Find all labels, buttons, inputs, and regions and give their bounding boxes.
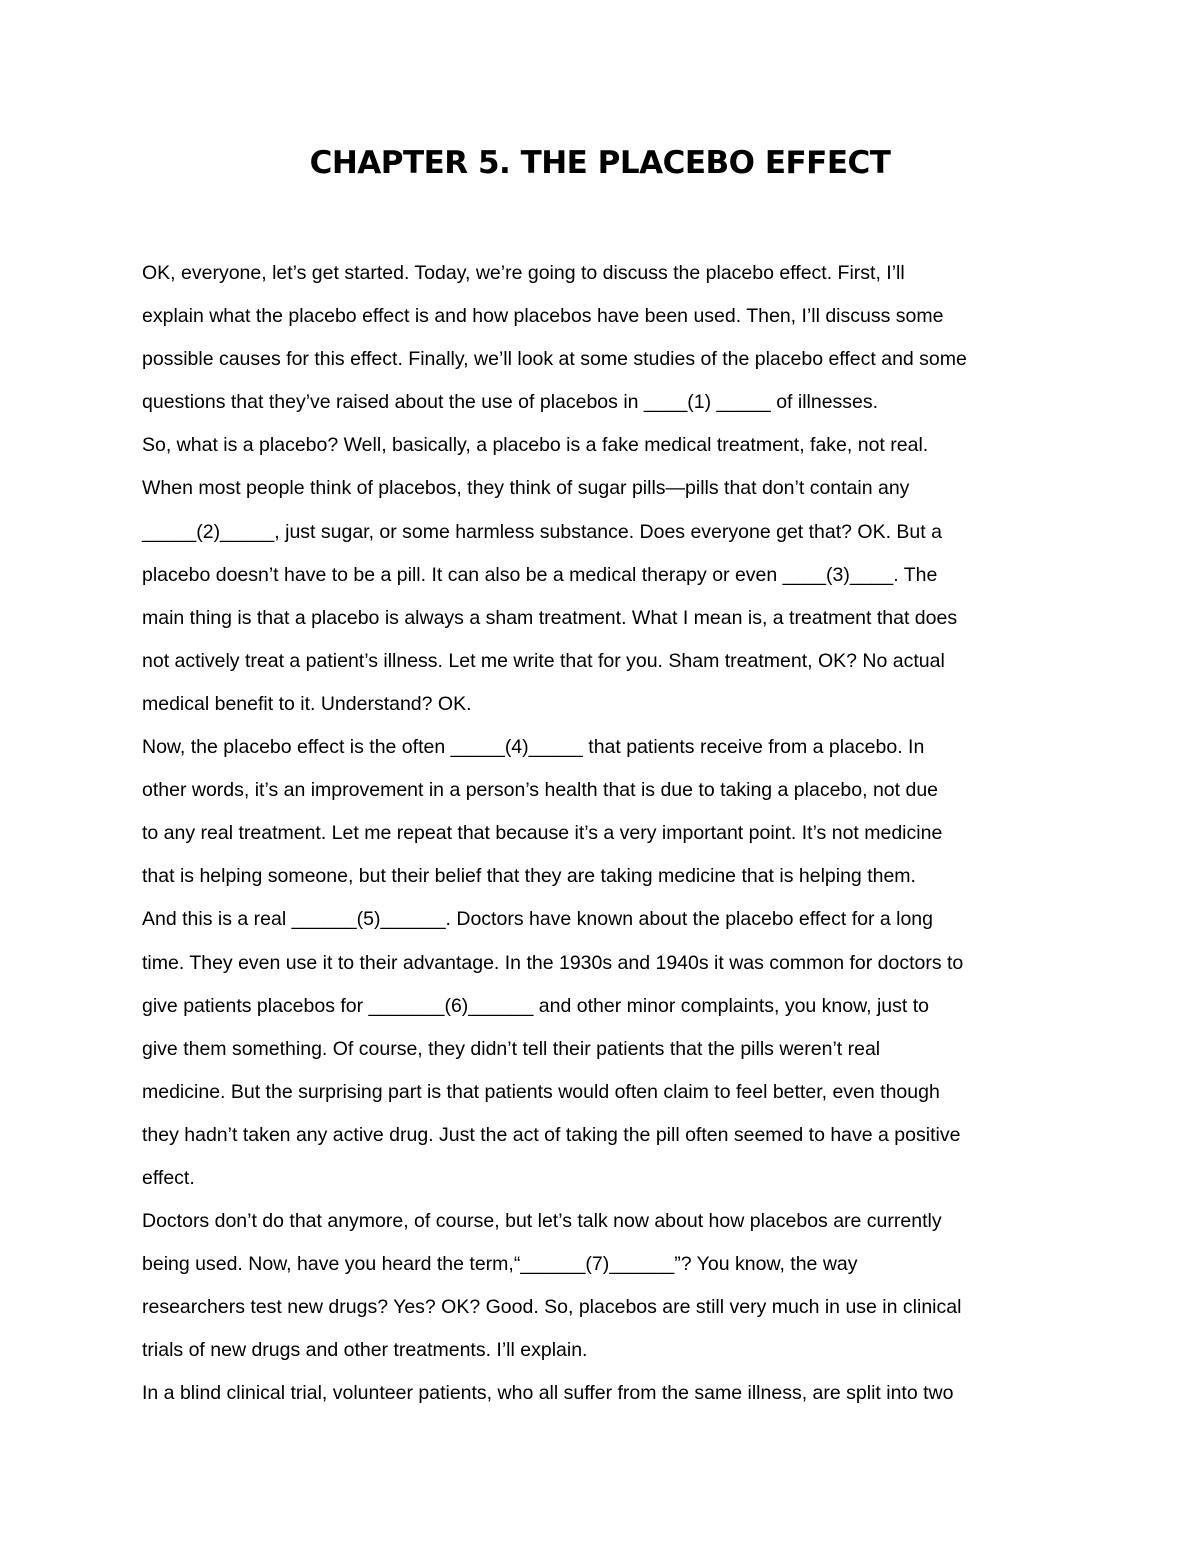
text-line: effect. <box>142 1166 195 1189</box>
text-line: that is helping someone, but their belief that they are taking medicine that is helping them. <box>142 865 916 888</box>
text-line: _____(2)_____, just sugar, or some harmless substance. Does everyone get that? OK. But a <box>142 520 942 543</box>
lecture-transcript <box>142 252 1072 1416</box>
text-line: And this is a real ______(5)______. Doctors have known about the placebo effect for a long <box>142 908 933 931</box>
text-line: other words, it’s an improvement in a person’s health that is due to taking a placebo, not due <box>142 779 939 802</box>
text-line: trials of new drugs and other treatments. I’ll explain. <box>142 1339 588 1362</box>
text-line: Doctors don’t do that anymore, of course, but let’s talk now about how placebos are currently <box>142 1210 942 1233</box>
text-line: When most people think of placebos, they think of sugar pills—pills that don’t contain any <box>142 477 910 500</box>
text-line: In a blind clinical trial, volunteer patients, who all suffer from the same illness, are split into two <box>142 1382 954 1405</box>
text-line: medicine. But the surprising part is that patients would often claim to feel better, even though <box>142 1080 940 1103</box>
text-line: explain what the placebo effect is and how placebos have been used. Then, I’ll discuss some <box>142 305 944 328</box>
text-line: possible causes for this effect. Finally, we’ll look at some studies of the placebo effect and some <box>142 348 967 371</box>
text-line: not actively treat a patient’s illness. Let me write that for you. Sham treatment, OK? No actual <box>142 649 945 672</box>
text-line: give patients placebos for _______(6)______ and other minor complaints, you know, just to <box>142 994 929 1017</box>
text-line: placebo doesn’t have to be a pill. It can also be a medical therapy or even ____(3)____. The <box>142 563 938 586</box>
text-line: they hadn’t taken any active drug. Just the act of taking the pill often seemed to have a positive <box>142 1123 961 1146</box>
text-line: main thing is that a placebo is always a sham treatment. What I mean is, a treatment that does <box>142 606 958 629</box>
text-line: give them something. Of course, they didn’t tell their patients that the pills weren’t real <box>142 1037 881 1060</box>
text-line: So, what is a placebo? Well, basically, a placebo is a fake medical treatment, fake, not real. <box>142 434 929 457</box>
chapter-title: CHAPTER 5. THE PLACEBO EFFECT <box>309 145 891 181</box>
text-line: time. They even use it to their advantage. In the 1930s and 1940s it was common for doctors to <box>142 951 964 974</box>
text-line: medical benefit to it. Understand? OK. <box>142 692 472 715</box>
text-line: Now, the placebo effect is the often _____(4)_____ that patients receive from a placebo. In <box>142 736 925 759</box>
text-line: being used. Now, have you heard the term,“______(7)______”? You know, the way <box>142 1253 858 1276</box>
text-line: questions that they’ve raised about the use of placebos in ____(1) _____ of illnesses. <box>142 391 879 414</box>
text-line: OK, everyone, let’s get started. Today, we’re going to discuss the placebo effect. First, I’ll <box>142 262 905 284</box>
text-line: to any real treatment. Let me repeat that because it’s a very important point. It’s not medicine <box>142 822 943 845</box>
text-line: researchers test new drugs? Yes? OK? Good. So, placebos are still very much in use in clinical <box>142 1296 962 1319</box>
